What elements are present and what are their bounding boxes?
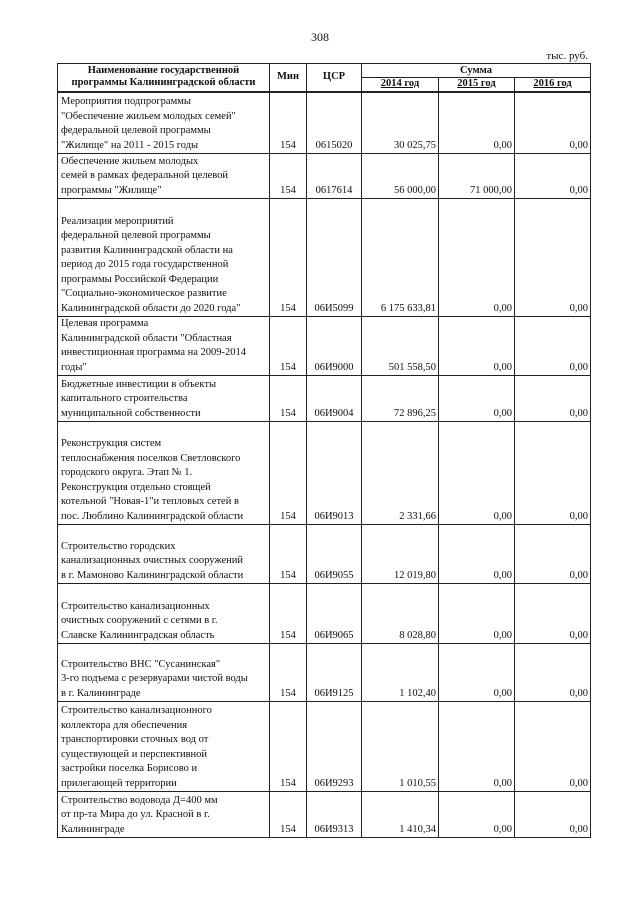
row-2014: 8 028,80 (362, 584, 439, 644)
table-row (58, 792, 591, 838)
row-csr: 06И9000 (307, 317, 362, 376)
row-2014: 72 896,25 (362, 376, 439, 422)
table-row (58, 317, 591, 376)
row-2014: 30 025,75 (362, 92, 439, 154)
row-2016: 0,00 (515, 422, 591, 525)
row-2015: 0,00 (439, 422, 515, 525)
row-min: 154 (270, 644, 307, 702)
row-name: Бюджетные инвестиции в объекты капитального строительства муниципальной собственности (58, 376, 270, 422)
table-row (58, 422, 591, 525)
row-2016: 0,00 (515, 317, 591, 376)
table-row (58, 644, 591, 702)
row-min: 154 (270, 317, 307, 376)
row-2016: 0,00 (515, 376, 591, 422)
row-name: Мероприятия подпрограммы "Обеспечение жильем молодых семей" федеральной целевой программы "Жилище" на 2011 - 2015 годы (58, 92, 270, 154)
row-2015: 0,00 (439, 584, 515, 644)
row-2015: 0,00 (439, 644, 515, 702)
row-csr: 06И9313 (307, 792, 362, 838)
row-2014: 1 010,55 (362, 702, 439, 792)
row-min: 154 (270, 199, 307, 317)
header-name: Наименование государственной программы Калининградской области (58, 64, 270, 92)
row-2016: 0,00 (515, 644, 591, 702)
row-min: 154 (270, 702, 307, 792)
header-csr: ЦСР (307, 64, 362, 92)
row-2016: 0,00 (515, 525, 591, 584)
row-name: Строительство водовода Д=400 мм от пр-та Мира до ул. Красной в г. Калининграде (58, 792, 270, 838)
row-2014: 1 102,40 (362, 644, 439, 702)
row-min: 154 (270, 584, 307, 644)
row-csr: 06И9065 (307, 584, 362, 644)
row-2015: 0,00 (439, 525, 515, 584)
row-name: Строительство ВНС "Сусанинская" 3-го подъема с резервуарами чистой воды в г. Калининграде (58, 644, 270, 702)
row-2015: 0,00 (439, 376, 515, 422)
budget-table (57, 63, 591, 838)
row-min: 154 (270, 376, 307, 422)
row-name: Целевая программа Калининградской области "Областная инвестиционная программа на 2009-2014 годы" (58, 317, 270, 376)
row-2014: 56 000,00 (362, 154, 439, 199)
header-2015: 2015 год (439, 78, 515, 92)
row-csr: 06И5099 (307, 199, 362, 317)
row-2014: 1 410,34 (362, 792, 439, 838)
row-csr: 0615020 (307, 92, 362, 154)
row-csr: 0617614 (307, 154, 362, 199)
row-2015: 71 000,00 (439, 154, 515, 199)
row-csr: 06И9004 (307, 376, 362, 422)
row-csr: 06И9293 (307, 702, 362, 792)
row-name: Реализация мероприятий федеральной целевой программы развития Калининградской области на период до 2015 года государственной программы Российской Федерации "Социально-экономическое развитие Калининградской области до 2020 года" (58, 199, 270, 317)
row-2016: 0,00 (515, 792, 591, 838)
header-2014: 2014 год (362, 78, 439, 92)
page-number: 308 (311, 30, 329, 44)
row-name: Строительство канализационных очистных сооружений с сетями в г. Славске Калининградская область (58, 584, 270, 644)
table-row (58, 92, 591, 154)
row-2015: 0,00 (439, 702, 515, 792)
row-2014: 6 175 633,81 (362, 199, 439, 317)
row-2015: 0,00 (439, 92, 515, 154)
row-2016: 0,00 (515, 702, 591, 792)
row-2016: 0,00 (515, 154, 591, 199)
row-csr: 06И9055 (307, 525, 362, 584)
table-row (58, 584, 591, 644)
header-2016: 2016 год (515, 78, 591, 92)
row-min: 154 (270, 792, 307, 838)
table-row (58, 154, 591, 199)
row-2015: 0,00 (439, 792, 515, 838)
row-2016: 0,00 (515, 584, 591, 644)
table-row (58, 702, 591, 792)
row-csr: 06И9125 (307, 644, 362, 702)
row-min: 154 (270, 422, 307, 525)
row-2014: 501 558,50 (362, 317, 439, 376)
row-min: 154 (270, 525, 307, 584)
row-name: Обеспечение жильем молодых семей в рамках федеральной целевой программы "Жилище" (58, 154, 270, 199)
row-min: 154 (270, 92, 307, 154)
row-2015: 0,00 (439, 199, 515, 317)
table-row (58, 376, 591, 422)
row-2016: 0,00 (515, 92, 591, 154)
row-name: Строительство городских канализационных очистных сооружений в г. Мамоново Калининградской области (58, 525, 270, 584)
row-name: Строительство канализационного коллектора для обеспечения транспортировки сточных вод от существующей и перспективной застройки поселка Борисово и прилегающей территории (58, 702, 270, 792)
units-label: тыс. руб. (546, 50, 588, 62)
row-name: Реконструкция систем теплоснабжения поселков Светловского городского округа. Этап № 1. Реконструкция отдельно стоящей котельной "Новая-1"и тепловых сетей в пос. Люблино Калининградской области (58, 422, 270, 525)
table-row (58, 199, 591, 317)
row-2016: 0,00 (515, 199, 591, 317)
table-row (58, 525, 591, 584)
row-csr: 06И9013 (307, 422, 362, 525)
row-min: 154 (270, 154, 307, 199)
header-min: Мин (270, 64, 307, 92)
row-2014: 2 331,66 (362, 422, 439, 525)
row-2014: 12 019,80 (362, 525, 439, 584)
row-2015: 0,00 (439, 317, 515, 376)
header-sum: Сумма (362, 64, 591, 78)
